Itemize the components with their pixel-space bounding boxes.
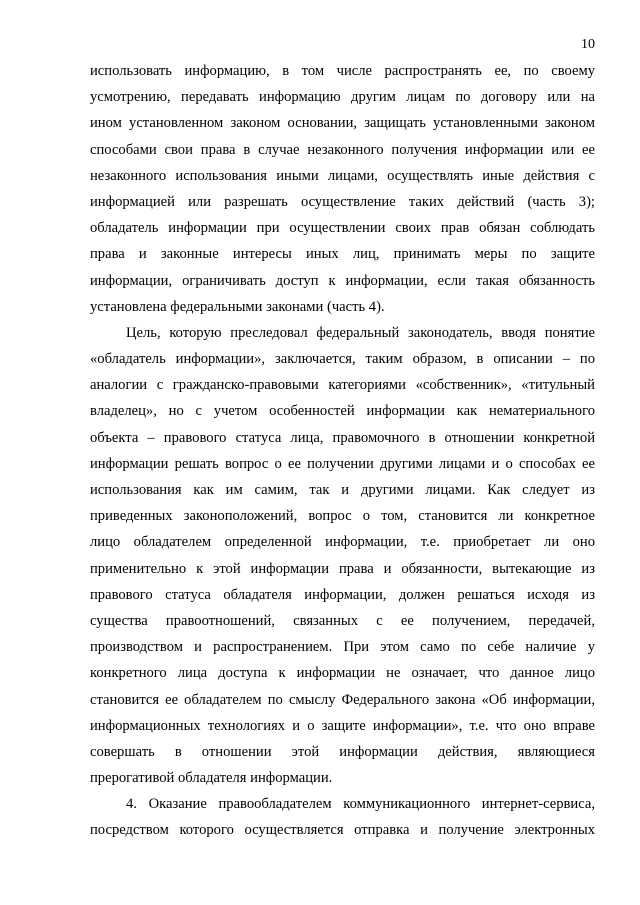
text-line: становится ее обладателем по смыслу Федерального закона «Об информации, <box>90 691 595 708</box>
text-line: аналогии с гражданско-правовыми категориями «собственник», «титульный <box>90 377 595 394</box>
text-line: незаконного использования иными лицами, осуществлять иные действия с <box>90 167 595 184</box>
text-line: усмотрению, передавать информацию другим лицам по договору или на <box>90 89 595 106</box>
text-line: конкретного лица доступа к информации не означает, что данное лицо <box>90 665 595 682</box>
text-line: права и законные интересы иных лиц, принимать меры по защите <box>90 246 595 263</box>
text-line: прерогативой обладателя информации. <box>90 770 333 787</box>
text-line: использования как им самим, так и другими лицами. Как следует из <box>90 482 595 498</box>
text-line: объекта – правового статуса лица, правомочного в отношении конкретной <box>90 429 595 446</box>
text-line: совершать в отношении этой информации действия, являющиеся <box>90 743 595 760</box>
text-line: обладатель информации при осуществлении своих прав обязан соблюдать <box>90 220 595 237</box>
text-line: установлена федеральными законами (часть 4). <box>90 298 385 315</box>
body-text <box>90 58 595 844</box>
text-line: производством и распространением. При этом само по себе наличие у <box>90 639 595 656</box>
text-line: Цель, которую преследовал федеральный законодатель, вводя понятие <box>126 324 595 341</box>
text-line: 4. Оказание правообладателем коммуникационного интернет-сервиса, <box>126 796 595 813</box>
page-number: 10 <box>581 37 595 52</box>
text-line: информации, ограничивать доступ к информации, если такая обязанность <box>90 272 595 289</box>
text-line: существа правоотношений, связанных с ее получением, передачей, <box>90 612 595 629</box>
text-line: правового статуса обладателя информации, должен решаться исходя из <box>90 586 595 603</box>
text-line: приведенных законоположений, вопрос о том, становится ли конкретное <box>90 508 595 525</box>
text-line: владелец», но с учетом особенностей информации как нематериального <box>90 403 595 420</box>
text-line: использовать информацию, в том числе распространять ее, по своему <box>90 63 595 79</box>
text-line: «обладатель информации», заключается, таким образом, в описании – по <box>90 351 595 368</box>
text-line: информации решать вопрос о ее получении другими лицами и о способах ее <box>90 455 595 472</box>
text-line: ином установленном законом основании, защищать установленными законом <box>90 115 595 132</box>
text-line: информационных технологиях и о защите информации», т.е. что оно вправе <box>90 717 595 734</box>
text-line: способами свои права в случае незаконного получения информации или ее <box>90 141 595 158</box>
text-line: лицо обладателем определенной информации, т.е. приобретает ли оно <box>90 534 595 551</box>
text-line: посредством которого осуществляется отправка и получение электронных <box>90 822 595 839</box>
text-line: информацией или разрешать осуществление таких действий (часть 3); <box>90 193 595 210</box>
text-line: применительно к этой информации права и обязанности, вытекающие из <box>90 560 595 577</box>
